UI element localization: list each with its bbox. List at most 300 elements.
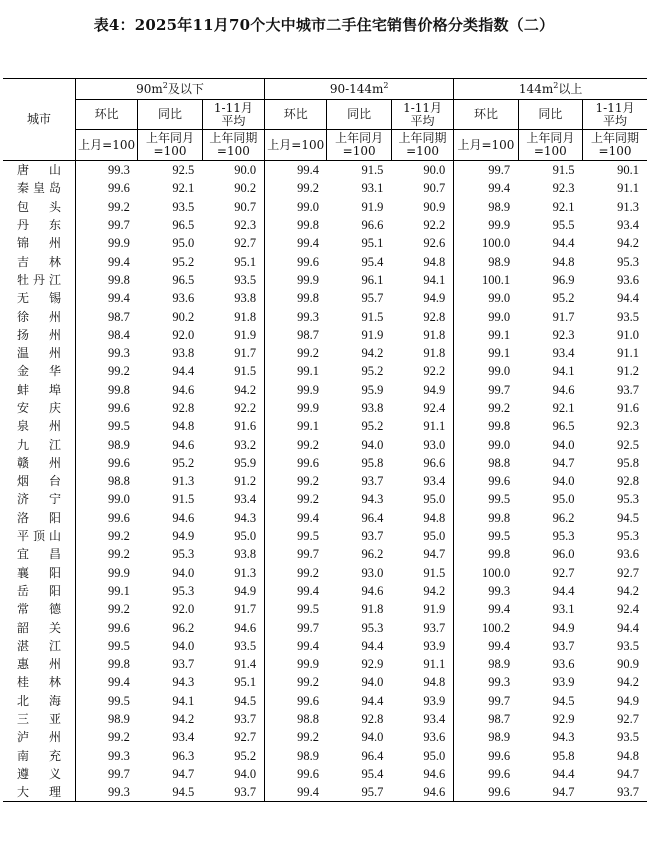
index-value: 94.4 <box>552 236 575 251</box>
index-value: 96.4 <box>361 748 384 763</box>
index-value: 98.8 <box>488 455 511 470</box>
index-value: 93.4 <box>391 710 453 728</box>
index-value: 99.2 <box>297 492 319 507</box>
city-name: 三 亚 <box>3 710 75 728</box>
index-value: 99.6 <box>107 455 130 470</box>
index-value: 100.2 <box>482 620 511 635</box>
index-value: 94.2 <box>617 236 639 251</box>
index-value: 95.5 <box>552 218 575 233</box>
index-value: 95.2 <box>361 364 384 379</box>
city-name: 九 江 <box>3 435 75 453</box>
index-value: 94.7 <box>552 455 575 470</box>
table-title: 表4：2025年11月70个大中城市二手住宅销售价格分类指数（二） <box>93 16 555 34</box>
index-value: 99.6 <box>107 181 130 196</box>
index-value: 95.0 <box>391 527 453 545</box>
index-value: 91.6 <box>202 417 264 435</box>
table-row <box>3 454 647 472</box>
yoy-header: 同比 <box>327 100 391 130</box>
index-value: 91.5 <box>552 163 575 178</box>
index-value: 91.5 <box>172 492 195 507</box>
index-value: 95.8 <box>361 455 384 470</box>
index-value: 93.4 <box>552 346 575 361</box>
index-value: 99.8 <box>107 272 130 287</box>
city-name: 泉 州 <box>3 417 75 435</box>
index-value: 95.8 <box>617 455 639 470</box>
table-row <box>3 252 647 270</box>
index-value: 94.8 <box>391 509 453 527</box>
index-value: 98.7 <box>297 327 319 342</box>
index-value: 93.8 <box>172 346 195 361</box>
city-name: 烟 台 <box>3 472 75 490</box>
index-value: 99.3 <box>107 748 130 763</box>
index-value: 93.7 <box>202 783 264 802</box>
index-value: 93.5 <box>617 638 639 653</box>
table-row <box>3 728 647 746</box>
index-value: 99.3 <box>107 163 130 178</box>
index-value: 99.4 <box>297 236 319 251</box>
index-value: 95.3 <box>552 529 575 544</box>
index-value: 99.0 <box>107 492 130 507</box>
index-value: 94.2 <box>361 346 384 361</box>
index-value: 99.5 <box>107 638 130 653</box>
index-value: 99.6 <box>488 748 511 763</box>
index-value: 94.4 <box>172 364 195 379</box>
index-value: 94.8 <box>552 254 575 269</box>
index-value: 99.6 <box>488 474 511 489</box>
mom-header: 环比 <box>265 100 327 130</box>
index-value: 99.9 <box>297 382 319 397</box>
index-value: 93.6 <box>617 547 639 562</box>
index-value: 92.4 <box>391 399 453 417</box>
index-value: 93.7 <box>202 710 264 728</box>
index-value: 92.2 <box>391 216 453 234</box>
index-value: 95.9 <box>202 454 264 472</box>
index-value: 94.2 <box>172 712 195 727</box>
group-header-1: $90-144m^2$ <box>265 79 454 100</box>
city-name: 南 充 <box>3 747 75 765</box>
index-value: 100.0 <box>482 236 511 251</box>
yoy-base-header: 上年同月 =100 <box>518 130 582 161</box>
index-value: 91.8 <box>361 602 384 617</box>
index-value: 99.8 <box>488 547 511 562</box>
index-value: 93.7 <box>552 638 575 653</box>
index-value: 94.6 <box>202 618 264 636</box>
index-value: 91.7 <box>552 309 575 324</box>
index-value: 99.6 <box>107 401 130 415</box>
index-value: 96.1 <box>361 272 384 287</box>
yoy-header: 同比 <box>138 100 202 130</box>
index-value: 95.3 <box>617 529 639 544</box>
index-value: 92.2 <box>202 399 264 417</box>
index-value: 93.7 <box>361 529 384 544</box>
index-value: 99.0 <box>488 364 511 379</box>
city-name: 丹 东 <box>3 216 75 234</box>
index-value: 92.1 <box>552 199 575 214</box>
index-value: 92.0 <box>172 602 195 617</box>
index-value: 99.7 <box>488 693 511 708</box>
index-value: 95.1 <box>202 252 264 270</box>
index-value: 93.8 <box>202 545 264 563</box>
index-value: 99.3 <box>75 783 137 802</box>
index-value: 92.3 <box>617 419 639 434</box>
index-value: 93.6 <box>617 272 639 287</box>
index-value: 92.8 <box>617 474 639 489</box>
index-value: 93.8 <box>202 289 264 307</box>
index-value: 99.8 <box>488 510 511 525</box>
table-row <box>3 765 647 783</box>
index-value: 99.2 <box>107 529 130 544</box>
index-value: 91.6 <box>617 401 639 415</box>
index-value: 92.0 <box>172 327 195 342</box>
city-name: 桂 林 <box>3 673 75 691</box>
index-value: 91.9 <box>391 600 453 618</box>
index-value: 93.7 <box>391 618 453 636</box>
index-value: 93.0 <box>361 565 384 580</box>
index-value: 94.9 <box>391 381 453 399</box>
index-value: 91.3 <box>172 474 195 489</box>
index-value: 93.7 <box>361 474 384 489</box>
index-value: 99.5 <box>107 419 130 434</box>
table-row <box>3 399 647 417</box>
index-value: 94.1 <box>172 693 195 708</box>
city-name: 岳 阳 <box>3 582 75 600</box>
index-value: 99.7 <box>488 382 511 397</box>
city-name: 常 德 <box>3 600 75 618</box>
index-value: 92.8 <box>172 401 195 415</box>
index-value: 93.9 <box>391 692 453 710</box>
index-value: 99.0 <box>488 437 511 452</box>
city-name: 惠 州 <box>3 655 75 673</box>
index-value: 94.4 <box>552 583 575 598</box>
city-name: 秦 皇 岛 <box>3 179 75 197</box>
index-value: 99.3 <box>297 309 319 324</box>
index-value: 98.9 <box>488 199 511 214</box>
index-value: 94.6 <box>361 583 384 598</box>
table-row <box>3 618 647 636</box>
index-value: 96.3 <box>172 748 195 763</box>
index-value: 99.2 <box>297 565 319 580</box>
index-value: 99.2 <box>297 474 319 489</box>
index-value: 90.0 <box>202 161 264 180</box>
index-value: 95.3 <box>172 583 195 598</box>
index-value: 91.4 <box>202 655 264 673</box>
index-value: 94.3 <box>172 675 195 690</box>
index-value: 94.3 <box>202 509 264 527</box>
index-value: 92.7 <box>552 565 575 580</box>
index-value: 99.6 <box>107 620 130 635</box>
city-name: 锦 州 <box>3 234 75 252</box>
index-value: 91.1 <box>391 655 453 673</box>
index-value: 94.0 <box>552 437 575 452</box>
table-row <box>3 417 647 435</box>
index-value: 95.3 <box>361 620 384 635</box>
index-value: 95.3 <box>617 492 639 507</box>
index-value: 91.8 <box>391 344 453 362</box>
table-row <box>3 600 647 618</box>
index-value: 92.8 <box>391 307 453 325</box>
table-row <box>3 289 647 307</box>
index-value: 91.2 <box>202 472 264 490</box>
index-value: 94.2 <box>391 582 453 600</box>
index-value: 94.4 <box>617 620 639 635</box>
index-value: 96.2 <box>361 547 384 562</box>
index-value: 99.6 <box>297 766 319 781</box>
table-row <box>3 216 647 234</box>
index-value: 99.8 <box>297 218 319 233</box>
city-name: 包 头 <box>3 198 75 216</box>
table-row <box>3 747 647 765</box>
index-value: 92.5 <box>172 163 195 178</box>
index-value: 94.2 <box>202 381 264 399</box>
index-value: 92.7 <box>617 712 639 727</box>
index-value: 90.2 <box>172 309 195 324</box>
index-value: 96.5 <box>172 272 195 287</box>
index-value: 94.3 <box>552 730 575 745</box>
index-value: 99.2 <box>297 437 319 452</box>
index-value: 94.8 <box>391 252 453 270</box>
index-value: 99.7 <box>107 218 130 233</box>
index-value: 95.0 <box>391 490 453 508</box>
index-value: 99.4 <box>107 675 130 690</box>
index-value: 94.9 <box>617 693 639 708</box>
table-row <box>3 179 647 197</box>
city-name: 赣 州 <box>3 454 75 472</box>
index-value: 91.9 <box>202 326 264 344</box>
table-row <box>3 490 647 508</box>
table-row <box>3 307 647 325</box>
index-value: 99.7 <box>488 163 511 178</box>
table-row <box>3 692 647 710</box>
index-value: 96.5 <box>552 419 575 434</box>
table-row <box>3 198 647 216</box>
index-value: 91.3 <box>202 564 264 582</box>
index-value: 99.2 <box>107 730 130 745</box>
index-value: 91.5 <box>391 564 453 582</box>
index-value: 98.8 <box>107 474 130 489</box>
index-value: 99.5 <box>488 529 511 544</box>
table-row <box>3 710 647 728</box>
index-value: 92.3 <box>552 327 575 342</box>
index-value: 92.3 <box>552 181 575 196</box>
price-index-table <box>3 78 647 802</box>
index-value: 99.7 <box>107 766 130 781</box>
index-value: 99.6 <box>297 693 319 708</box>
index-value: 99.6 <box>454 783 518 802</box>
index-value: 91.3 <box>617 199 639 214</box>
index-value: 98.9 <box>488 657 511 672</box>
city-name: 无 锡 <box>3 289 75 307</box>
index-value: 90.1 <box>617 163 639 178</box>
index-value: 92.5 <box>617 437 639 452</box>
index-value: 99.3 <box>488 583 511 598</box>
avg-base-header: 上年同期 =100 <box>202 130 264 161</box>
index-value: 99.5 <box>297 529 319 544</box>
index-value: 99.2 <box>297 346 319 361</box>
city-name: 大 理 <box>3 783 75 802</box>
yoy-header: 同比 <box>518 100 582 130</box>
index-value: 96.6 <box>391 454 453 472</box>
city-name: 泸 州 <box>3 728 75 746</box>
index-value: 95.1 <box>361 236 384 251</box>
index-value: 94.9 <box>552 620 575 635</box>
mom-base-header: 上月=100 <box>454 130 518 161</box>
index-value: 99.1 <box>488 327 511 342</box>
index-value: 98.4 <box>107 327 130 342</box>
index-value: 94.5 <box>138 783 202 802</box>
index-value: 99.2 <box>297 730 319 745</box>
yoy-base-header: 上年同月 =100 <box>327 130 391 161</box>
index-value: 94.2 <box>617 583 639 598</box>
index-value: 94.0 <box>361 730 384 745</box>
index-value: 91.8 <box>391 326 453 344</box>
index-value: 98.9 <box>107 712 130 727</box>
mom-header: 环比 <box>454 100 518 130</box>
table-row <box>3 564 647 582</box>
index-value: 91.9 <box>361 199 384 214</box>
city-name: 洛 阳 <box>3 509 75 527</box>
index-value: 93.5 <box>202 271 264 289</box>
index-value: 99.1 <box>297 419 319 434</box>
avg-base-header: 上年同期 =100 <box>391 130 453 161</box>
index-value: 94.8 <box>391 673 453 691</box>
table-row <box>3 435 647 453</box>
index-value: 95.3 <box>172 547 195 562</box>
index-value: 96.0 <box>552 547 575 562</box>
index-value: 94.6 <box>391 765 453 783</box>
index-value: 95.2 <box>361 419 384 434</box>
index-value: 99.4 <box>297 638 319 653</box>
index-value: 98.7 <box>488 712 511 727</box>
city-name: 徐 州 <box>3 307 75 325</box>
avg-base-header: 上年同期 =100 <box>583 130 647 161</box>
index-value: 94.1 <box>391 271 453 289</box>
mom-header: 环比 <box>75 100 137 130</box>
city-name: 吉 林 <box>3 252 75 270</box>
index-value: 95.4 <box>361 254 384 269</box>
mom-base-header: 上月=100 <box>265 130 327 161</box>
index-value: 91.9 <box>361 327 384 342</box>
index-value: 99.2 <box>297 181 319 196</box>
index-value: 99.5 <box>107 693 130 708</box>
index-value: 100.0 <box>482 565 511 580</box>
index-value: 93.7 <box>172 657 195 672</box>
table-row <box>3 527 647 545</box>
index-value: 95.1 <box>202 673 264 691</box>
table-row <box>3 655 647 673</box>
index-value: 95.4 <box>361 766 384 781</box>
table-row <box>3 472 647 490</box>
city-name: 牡 丹 江 <box>3 271 75 289</box>
index-value: 95.0 <box>202 527 264 545</box>
index-value: 91.7 <box>202 600 264 618</box>
index-value: 99.1 <box>107 583 130 598</box>
index-value: 99.8 <box>297 291 319 306</box>
index-value: 91.5 <box>202 362 264 380</box>
index-value: 95.8 <box>552 748 575 763</box>
city-name: 遵 义 <box>3 765 75 783</box>
index-value: 99.4 <box>107 254 130 269</box>
index-value: 92.6 <box>391 234 453 252</box>
city-name: 韶 关 <box>3 618 75 636</box>
table-row <box>3 234 647 252</box>
city-name: 安 庆 <box>3 399 75 417</box>
index-value: 94.4 <box>361 693 384 708</box>
index-value: 93.1 <box>552 602 575 617</box>
index-value: 94.0 <box>361 675 384 690</box>
index-value: 95.2 <box>202 747 264 765</box>
index-value: 94.0 <box>172 565 195 580</box>
index-value: 94.0 <box>361 437 384 452</box>
index-value: 99.0 <box>297 199 319 214</box>
index-value: 95.7 <box>327 783 391 802</box>
index-value: 93.8 <box>361 401 384 415</box>
avg-header: 1-11月 平均 <box>391 100 453 130</box>
index-value: 91.1 <box>391 417 453 435</box>
index-value: 99.4 <box>297 510 319 525</box>
index-value: 94.8 <box>617 748 639 763</box>
index-value: 93.6 <box>172 291 195 306</box>
city-name: 宜 昌 <box>3 545 75 563</box>
index-value: 99.4 <box>297 583 319 598</box>
index-value: 93.5 <box>202 637 264 655</box>
index-value: 92.1 <box>552 401 575 415</box>
index-value: 93.7 <box>583 783 647 802</box>
index-value: 94.8 <box>172 419 195 434</box>
index-value: 92.2 <box>391 362 453 380</box>
index-value: 94.1 <box>552 364 575 379</box>
index-value: 99.3 <box>107 346 130 361</box>
index-value: 93.6 <box>391 728 453 746</box>
index-value: 99.2 <box>107 602 130 617</box>
index-value: 94.4 <box>361 638 384 653</box>
index-value: 95.2 <box>172 254 195 269</box>
index-value: 95.2 <box>172 455 195 470</box>
index-value: 96.6 <box>361 218 384 233</box>
table-row <box>3 783 647 802</box>
index-value: 94.5 <box>202 692 264 710</box>
index-value: 93.5 <box>172 199 195 214</box>
index-value: 99.9 <box>297 657 319 672</box>
index-value: 92.8 <box>361 712 384 727</box>
index-value: 90.2 <box>202 179 264 197</box>
index-value: 98.9 <box>107 437 130 452</box>
index-value: 94.5 <box>552 693 575 708</box>
index-value: 99.0 <box>488 309 511 324</box>
index-value: 99.5 <box>297 602 319 617</box>
index-value: 99.7 <box>297 547 319 562</box>
city-column-header: 城市 <box>3 79 75 161</box>
index-value: 91.7 <box>202 344 264 362</box>
yoy-base-header: 上年同月 =100 <box>138 130 202 161</box>
index-value: 94.6 <box>552 382 575 397</box>
index-value: 94.6 <box>391 783 453 802</box>
table-row <box>3 673 647 691</box>
index-value: 93.9 <box>552 675 575 690</box>
city-name: 扬 州 <box>3 326 75 344</box>
index-value: 99.6 <box>107 510 130 525</box>
index-value: 94.9 <box>202 582 264 600</box>
index-value: 93.5 <box>617 730 639 745</box>
index-value: 96.5 <box>172 218 195 233</box>
index-value: 92.7 <box>202 234 264 252</box>
index-value: 93.4 <box>202 490 264 508</box>
table-row <box>3 545 647 563</box>
index-value: 98.9 <box>297 748 319 763</box>
index-value: 100.1 <box>482 272 511 287</box>
index-value: 99.2 <box>107 199 130 214</box>
index-value: 91.1 <box>617 346 639 361</box>
index-value: 99.4 <box>297 163 319 178</box>
